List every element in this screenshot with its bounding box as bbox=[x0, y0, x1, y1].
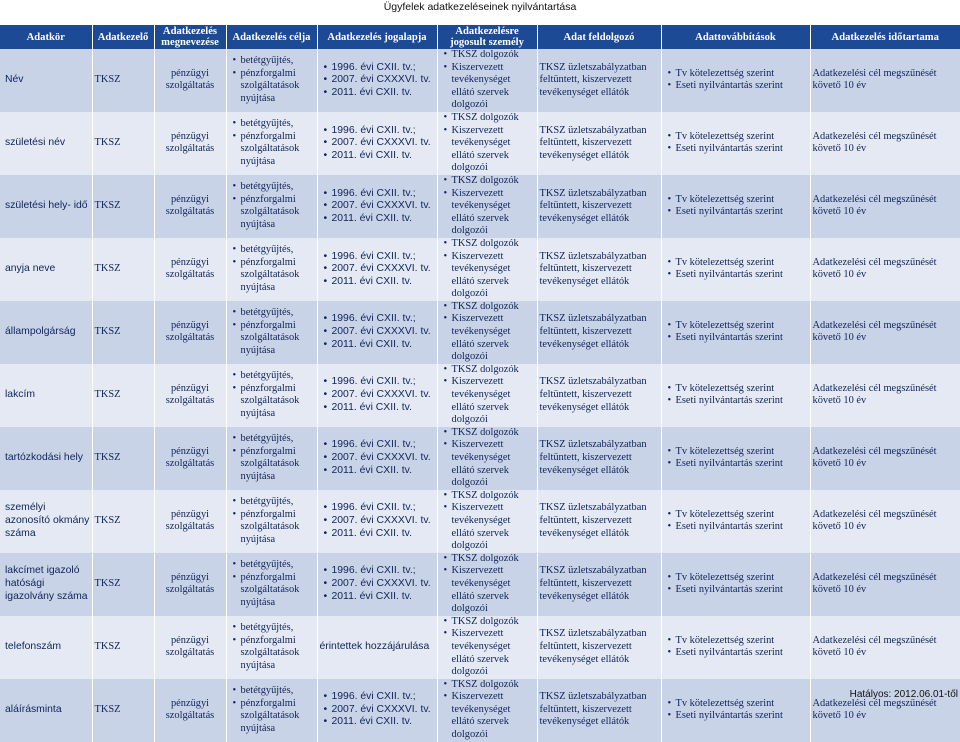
list-item: • pénzforgalmi szolgáltatások nyújtása bbox=[241, 635, 315, 673]
list-item: • Eseti nyilvántartás szerint bbox=[676, 269, 808, 282]
cell-jogosult bbox=[437, 175, 537, 238]
cell-jogosult-list bbox=[440, 238, 535, 301]
cell-megnevezes: pénzügyi szolgáltatás bbox=[154, 490, 226, 553]
list-item: • pénzforgalmi szolgáltatások nyújtása bbox=[241, 131, 315, 169]
list-item: • TKSZ dolgozók bbox=[452, 490, 535, 503]
cell-jogalapja-list bbox=[320, 251, 435, 289]
cell-megnevezes: pénzügyi szolgáltatás bbox=[154, 238, 226, 301]
cell-adatkor: Név bbox=[0, 49, 92, 112]
cell-tovabbitasok bbox=[661, 490, 810, 553]
list-item: • Tv kötelezettség szerint bbox=[676, 383, 808, 396]
list-item: • Tv kötelezettség szerint bbox=[676, 572, 808, 585]
cell-celja bbox=[226, 238, 317, 301]
cell-celja-list bbox=[229, 118, 315, 168]
cell-celja-list bbox=[229, 433, 315, 483]
list-item: • Tv kötelezettség szerint bbox=[676, 446, 808, 459]
page-title: Ügyfelek adatkezeléseinek nyilvántartása bbox=[383, 1, 577, 13]
list-item: • pénzforgalmi szolgáltatások nyújtása bbox=[241, 509, 315, 547]
cell-celja-list bbox=[229, 622, 315, 672]
cell-celja-list bbox=[229, 307, 315, 357]
table-row bbox=[0, 49, 960, 112]
cell-tovabbitasok-list bbox=[664, 131, 808, 156]
cell-jogosult bbox=[437, 301, 537, 364]
cell-feldolgozo: TKSZ üzletszabályzatban feltüntett, kiszervezett tevékenységet ellátók bbox=[537, 238, 661, 301]
cell-jogalapja-list bbox=[320, 125, 435, 163]
cell-adatkor: születési hely- idő bbox=[0, 175, 92, 238]
header-idotartama: Adatkezelés időtartama bbox=[810, 25, 960, 49]
cell-celja-list bbox=[229, 496, 315, 546]
cell-jogosult bbox=[437, 490, 537, 553]
list-item: • Tv kötelezettség szerint bbox=[676, 509, 808, 522]
list-item: • TKSZ dolgozók bbox=[452, 49, 535, 62]
cell-jogosult bbox=[437, 364, 537, 427]
cell-tovabbitasok-list bbox=[664, 635, 808, 660]
cell-tovabbitasok bbox=[661, 112, 810, 175]
list-item: • Tv kötelezettség szerint bbox=[676, 131, 808, 144]
cell-megnevezes: pénzügyi szolgáltatás bbox=[154, 553, 226, 616]
cell-adatkor: születési név bbox=[0, 112, 92, 175]
cell-feldolgozo: TKSZ üzletszabályzatban feltüntett, kiszervezett tevékenységet ellátók bbox=[537, 175, 661, 238]
list-item: • Tv kötelezettség szerint bbox=[676, 320, 808, 333]
list-item: • Kiszervezett tevékenységet ellátó szervek dolgozói bbox=[452, 188, 535, 238]
table-row bbox=[0, 175, 960, 238]
cell-adatkezelo: TKSZ bbox=[92, 49, 154, 112]
list-item: • pénzforgalmi szolgáltatások nyújtása bbox=[241, 383, 315, 421]
cell-jogalapja: érintettek hozzájárulása bbox=[317, 616, 437, 679]
list-item: • TKSZ dolgozók bbox=[452, 553, 535, 566]
cell-megnevezes: pénzügyi szolgáltatás bbox=[154, 616, 226, 679]
list-item: • 2011. évi CXII. tv. bbox=[332, 87, 435, 100]
list-item: • Eseti nyilvántartás szerint bbox=[676, 521, 808, 534]
cell-jogosult-list bbox=[440, 364, 535, 427]
table-row bbox=[0, 238, 960, 301]
cell-celja bbox=[226, 427, 317, 490]
cell-tovabbitasok bbox=[661, 616, 810, 679]
list-item: • TKSZ dolgozók bbox=[452, 238, 535, 251]
cell-jogalapja-list bbox=[320, 313, 435, 351]
cell-jogalapja-list bbox=[320, 439, 435, 477]
list-item: • Kiszervezett tevékenységet ellátó szervek dolgozói bbox=[452, 376, 535, 426]
list-item: • 1996. évi CXII. tv.; bbox=[332, 439, 435, 452]
list-item: • TKSZ dolgozók bbox=[452, 175, 535, 188]
cell-tovabbitasok bbox=[661, 364, 810, 427]
list-item: • pénzforgalmi szolgáltatások nyújtása bbox=[241, 68, 315, 106]
list-item: • betétgyűjtés, bbox=[241, 307, 315, 320]
cell-idotartama: Adatkezelési cél megszűnését követő 10 év bbox=[810, 175, 960, 238]
table-row bbox=[0, 616, 960, 679]
list-item: • Eseti nyilvántartás szerint bbox=[676, 143, 808, 156]
list-item: • TKSZ dolgozók bbox=[452, 364, 535, 377]
cell-adatkor: tartózkodási hely bbox=[0, 427, 92, 490]
cell-celja bbox=[226, 553, 317, 616]
records-table bbox=[0, 25, 960, 742]
list-item: • TKSZ dolgozók bbox=[452, 301, 535, 314]
list-item: • 1996. évi CXII. tv.; bbox=[332, 251, 435, 264]
list-item: • Tv kötelezettség szerint bbox=[676, 257, 808, 270]
cell-celja-list bbox=[229, 370, 315, 420]
list-item: • Eseti nyilvántartás szerint bbox=[676, 710, 808, 723]
cell-megnevezes: pénzügyi szolgáltatás bbox=[154, 679, 226, 742]
list-item: • pénzforgalmi szolgáltatások nyújtása bbox=[241, 257, 315, 295]
list-item: • Eseti nyilvántartás szerint bbox=[676, 458, 808, 471]
list-item: • 2007. évi CXXXVI. tv. bbox=[332, 326, 435, 339]
cell-adatkezelo: TKSZ bbox=[92, 301, 154, 364]
cell-idotartama: Adatkezelési cél megszűnését követő 10 év bbox=[810, 301, 960, 364]
cell-adatkezelo: TKSZ bbox=[92, 112, 154, 175]
header-adatkezelo: Adatkezelő bbox=[92, 25, 154, 49]
cell-jogosult-list bbox=[440, 112, 535, 175]
cell-adatkezelo: TKSZ bbox=[92, 553, 154, 616]
cell-idotartama: Adatkezelési cél megszűnését követő 10 év bbox=[810, 490, 960, 553]
cell-adatkezelo: TKSZ bbox=[92, 238, 154, 301]
cell-tovabbitasok bbox=[661, 49, 810, 112]
cell-adatkezelo: TKSZ bbox=[92, 364, 154, 427]
cell-tovabbitasok bbox=[661, 175, 810, 238]
cell-adatkezelo: TKSZ bbox=[92, 427, 154, 490]
table-row bbox=[0, 490, 960, 553]
list-item: • 2007. évi CXXXVI. tv. bbox=[332, 137, 435, 150]
cell-adatkor: lakcím bbox=[0, 364, 92, 427]
cell-adatkor: személyi azonosító okmány száma bbox=[0, 490, 92, 553]
cell-tovabbitasok bbox=[661, 679, 810, 742]
list-item: • betétgyűjtés, bbox=[241, 55, 315, 68]
list-item: • Kiszervezett tevékenységet ellátó szervek dolgozói bbox=[452, 565, 535, 615]
list-item: • betétgyűjtés, bbox=[241, 244, 315, 257]
cell-idotartama: Adatkezelési cél megszűnését követő 10 év bbox=[810, 364, 960, 427]
cell-jogalapja bbox=[317, 679, 437, 742]
cell-jogosult bbox=[437, 49, 537, 112]
list-item: • Eseti nyilvántartás szerint bbox=[676, 332, 808, 345]
cell-tovabbitasok bbox=[661, 238, 810, 301]
table-row bbox=[0, 679, 960, 742]
cell-celja-list bbox=[229, 55, 315, 105]
list-item: • Kiszervezett tevékenységet ellátó szervek dolgozói bbox=[452, 691, 535, 741]
list-item: • 1996. évi CXII. tv.; bbox=[332, 691, 435, 704]
list-item: • pénzforgalmi szolgáltatások nyújtása bbox=[241, 446, 315, 484]
cell-feldolgozo: TKSZ üzletszabályzatban feltüntett, kiszervezett tevékenységet ellátók bbox=[537, 49, 661, 112]
list-item: • 2007. évi CXXXVI. tv. bbox=[332, 389, 435, 402]
cell-adatkor: aláírásminta bbox=[0, 679, 92, 742]
cell-celja bbox=[226, 616, 317, 679]
cell-jogalapja-list bbox=[320, 502, 435, 540]
list-item: • betétgyűjtés, bbox=[241, 496, 315, 509]
table-body bbox=[0, 49, 960, 742]
table-row bbox=[0, 364, 960, 427]
validity-footer: Hatályos: 2012.06.01-től bbox=[849, 689, 958, 700]
cell-celja-list bbox=[229, 685, 315, 735]
cell-celja bbox=[226, 112, 317, 175]
cell-megnevezes: pénzügyi szolgáltatás bbox=[154, 364, 226, 427]
cell-feldolgozo: TKSZ üzletszabályzatban feltüntett, kiszervezett tevékenységet ellátók bbox=[537, 301, 661, 364]
list-item: • 2007. évi CXXXVI. tv. bbox=[332, 578, 435, 591]
cell-adatkezelo: TKSZ bbox=[92, 175, 154, 238]
cell-celja bbox=[226, 175, 317, 238]
cell-idotartama: Adatkezelési cél megszűnését követő 10 év bbox=[810, 112, 960, 175]
cell-tovabbitasok bbox=[661, 553, 810, 616]
list-item: • Kiszervezett tevékenységet ellátó szervek dolgozói bbox=[452, 251, 535, 301]
cell-idotartama: Adatkezelési cél megszűnését követő 10 év bbox=[810, 553, 960, 616]
cell-celja bbox=[226, 679, 317, 742]
cell-tovabbitasok-list bbox=[664, 446, 808, 471]
header-adatkor: Adatkör bbox=[0, 25, 92, 49]
list-item: • pénzforgalmi szolgáltatások nyújtása bbox=[241, 572, 315, 610]
cell-tovabbitasok-list bbox=[664, 68, 808, 93]
cell-adatkor: lakcímet igazoló hatósági igazolvány száma bbox=[0, 553, 92, 616]
list-item: • Eseti nyilvántartás szerint bbox=[676, 395, 808, 408]
cell-jogosult bbox=[437, 238, 537, 301]
list-item: • TKSZ dolgozók bbox=[452, 616, 535, 629]
cell-feldolgozo: TKSZ üzletszabályzatban feltüntett, kiszervezett tevékenységet ellátók bbox=[537, 616, 661, 679]
list-item: • Tv kötelezettség szerint bbox=[676, 698, 808, 711]
cell-adatkor: állampolgárság bbox=[0, 301, 92, 364]
table-row bbox=[0, 553, 960, 616]
cell-celja-list bbox=[229, 244, 315, 294]
list-item: • 2011. évi CXII. tv. bbox=[332, 465, 435, 478]
cell-jogosult bbox=[437, 427, 537, 490]
cell-jogalapja bbox=[317, 364, 437, 427]
header-jogalapja: Adatkezelés jogalapja bbox=[317, 25, 437, 49]
cell-jogosult-list bbox=[440, 301, 535, 364]
list-item: • betétgyűjtés, bbox=[241, 559, 315, 572]
list-item: • betétgyűjtés, bbox=[241, 118, 315, 131]
header-celja: Adatkezelés célja bbox=[226, 25, 317, 49]
list-item: • betétgyűjtés, bbox=[241, 370, 315, 383]
list-item: • 1996. évi CXII. tv.; bbox=[332, 62, 435, 75]
cell-jogalapja bbox=[317, 175, 437, 238]
table-row bbox=[0, 301, 960, 364]
cell-adatkezelo: TKSZ bbox=[92, 490, 154, 553]
table-row bbox=[0, 112, 960, 175]
list-item: • Eseti nyilvántartás szerint bbox=[676, 647, 808, 660]
cell-jogalapja bbox=[317, 553, 437, 616]
list-item: • Kiszervezett tevékenységet ellátó szervek dolgozói bbox=[452, 628, 535, 678]
list-item: • Tv kötelezettség szerint bbox=[676, 635, 808, 648]
cell-jogalapja-list bbox=[320, 62, 435, 100]
cell-jogalapja bbox=[317, 112, 437, 175]
cell-tovabbitasok-list bbox=[664, 194, 808, 219]
cell-feldolgozo: TKSZ üzletszabályzatban feltüntett, kiszervezett tevékenységet ellátók bbox=[537, 364, 661, 427]
list-item: • betétgyűjtés, bbox=[241, 622, 315, 635]
cell-jogosult-list bbox=[440, 616, 535, 679]
cell-adatkezelo: TKSZ bbox=[92, 679, 154, 742]
cell-jogosult-list bbox=[440, 553, 535, 616]
list-item: • betétgyűjtés, bbox=[241, 181, 315, 194]
cell-megnevezes: pénzügyi szolgáltatás bbox=[154, 301, 226, 364]
cell-celja-list bbox=[229, 559, 315, 609]
cell-jogalapja bbox=[317, 49, 437, 112]
list-item: • 2011. évi CXII. tv. bbox=[332, 591, 435, 604]
cell-feldolgozo: TKSZ üzletszabályzatban feltüntett, kiszervezett tevékenységet ellátók bbox=[537, 553, 661, 616]
list-item: • pénzforgalmi szolgáltatások nyújtása bbox=[241, 194, 315, 232]
list-item: • 2007. évi CXXXVI. tv. bbox=[332, 200, 435, 213]
list-item: • 2007. évi CXXXVI. tv. bbox=[332, 704, 435, 717]
cell-jogalapja bbox=[317, 490, 437, 553]
cell-celja bbox=[226, 301, 317, 364]
list-item: • 2011. évi CXII. tv. bbox=[332, 213, 435, 226]
list-item: • Tv kötelezettség szerint bbox=[676, 194, 808, 207]
list-item: • Kiszervezett tevékenységet ellátó szervek dolgozói bbox=[452, 125, 535, 175]
cell-jogosult-list bbox=[440, 49, 535, 112]
table-row bbox=[0, 427, 960, 490]
header-jogosult: Adatkezelésre jogosult személy bbox=[437, 25, 537, 49]
cell-jogalapja bbox=[317, 238, 437, 301]
list-item: • TKSZ dolgozók bbox=[452, 679, 535, 692]
list-item: • Tv kötelezettség szerint bbox=[676, 68, 808, 81]
list-item: • 1996. évi CXII. tv.; bbox=[332, 188, 435, 201]
cell-celja bbox=[226, 364, 317, 427]
cell-celja bbox=[226, 490, 317, 553]
list-item: • betétgyűjtés, bbox=[241, 433, 315, 446]
cell-tovabbitasok-list bbox=[664, 698, 808, 723]
cell-jogosult bbox=[437, 679, 537, 742]
cell-megnevezes: pénzügyi szolgáltatás bbox=[154, 49, 226, 112]
list-item: • 2007. évi CXXXVI. tv. bbox=[332, 263, 435, 276]
header-feldolgozo: Adat feldolgozó bbox=[537, 25, 661, 49]
cell-jogalapja-list bbox=[320, 188, 435, 226]
cell-jogalapja bbox=[317, 427, 437, 490]
cell-tovabbitasok-list bbox=[664, 383, 808, 408]
cell-tovabbitasok bbox=[661, 301, 810, 364]
list-item: • 1996. évi CXII. tv.; bbox=[332, 502, 435, 515]
cell-jogosult-list bbox=[440, 427, 535, 490]
list-item: • 1996. évi CXII. tv.; bbox=[332, 313, 435, 326]
cell-jogalapja bbox=[317, 301, 437, 364]
cell-jogalapja-list bbox=[320, 565, 435, 603]
cell-adatkezelo: TKSZ bbox=[92, 616, 154, 679]
cell-jogosult-list bbox=[440, 175, 535, 238]
cell-celja-list bbox=[229, 181, 315, 231]
cell-idotartama: Adatkezelési cél megszűnését követő 10 év bbox=[810, 427, 960, 490]
cell-idotartama: Adatkezelési cél megszűnését követő 10 év bbox=[810, 616, 960, 679]
cell-feldolgozo: TKSZ üzletszabályzatban feltüntett, kiszervezett tevékenységet ellátók bbox=[537, 679, 661, 742]
cell-jogalapja-list bbox=[320, 376, 435, 414]
header-megnevezes: Adatkezelés megnevezése bbox=[154, 25, 226, 49]
table-header-row bbox=[0, 25, 960, 49]
list-item: • Eseti nyilvántartás szerint bbox=[676, 80, 808, 93]
header-tovabbitasok: Adattovábbítások bbox=[661, 25, 810, 49]
cell-feldolgozo: TKSZ üzletszabályzatban feltüntett, kiszervezett tevékenységet ellátók bbox=[537, 427, 661, 490]
list-item: • 2011. évi CXII. tv. bbox=[332, 150, 435, 163]
cell-feldolgozo: TKSZ üzletszabályzatban feltüntett, kiszervezett tevékenységet ellátók bbox=[537, 490, 661, 553]
list-item: • Kiszervezett tevékenységet ellátó szervek dolgozói bbox=[452, 313, 535, 363]
cell-tovabbitasok bbox=[661, 427, 810, 490]
list-item: • Kiszervezett tevékenységet ellátó szervek dolgozói bbox=[452, 62, 535, 112]
list-item: • 1996. évi CXII. tv.; bbox=[332, 565, 435, 578]
cell-adatkor: telefonszám bbox=[0, 616, 92, 679]
list-item: • Kiszervezett tevékenységet ellátó szervek dolgozói bbox=[452, 439, 535, 489]
list-item: • pénzforgalmi szolgáltatások nyújtása bbox=[241, 698, 315, 736]
cell-adatkor: anyja neve bbox=[0, 238, 92, 301]
cell-tovabbitasok-list bbox=[664, 572, 808, 597]
cell-megnevezes: pénzügyi szolgáltatás bbox=[154, 175, 226, 238]
cell-jogalapja-list bbox=[320, 691, 435, 729]
cell-tovabbitasok-list bbox=[664, 257, 808, 282]
cell-tovabbitasok-list bbox=[664, 509, 808, 534]
list-item: • 2011. évi CXII. tv. bbox=[332, 339, 435, 352]
cell-jogosult bbox=[437, 616, 537, 679]
list-item: • Kiszervezett tevékenységet ellátó szervek dolgozói bbox=[452, 502, 535, 552]
list-item: • Eseti nyilvántartás szerint bbox=[676, 584, 808, 597]
list-item: • 2011. évi CXII. tv. bbox=[332, 716, 435, 729]
cell-tovabbitasok-list bbox=[664, 320, 808, 345]
cell-jogosult-list bbox=[440, 679, 535, 742]
cell-idotartama: Adatkezelési cél megszűnését követő 10 év bbox=[810, 49, 960, 112]
list-item: • 2011. évi CXII. tv. bbox=[332, 402, 435, 415]
list-item: • Eseti nyilvántartás szerint bbox=[676, 206, 808, 219]
list-item: • 2007. évi CXXXVI. tv. bbox=[332, 515, 435, 528]
list-item: • 1996. évi CXII. tv.; bbox=[332, 125, 435, 138]
cell-feldolgozo: TKSZ üzletszabályzatban feltüntett, kiszervezett tevékenységet ellátók bbox=[537, 112, 661, 175]
list-item: • TKSZ dolgozók bbox=[452, 112, 535, 125]
list-item: • 2011. évi CXII. tv. bbox=[332, 276, 435, 289]
cell-megnevezes: pénzügyi szolgáltatás bbox=[154, 427, 226, 490]
list-item: • 2011. évi CXII. tv. bbox=[332, 528, 435, 541]
list-item: • 2007. évi CXXXVI. tv. bbox=[332, 74, 435, 87]
list-item: • pénzforgalmi szolgáltatások nyújtása bbox=[241, 320, 315, 358]
cell-jogosult-list bbox=[440, 490, 535, 553]
cell-celja bbox=[226, 49, 317, 112]
list-item: • TKSZ dolgozók bbox=[452, 427, 535, 440]
list-item: • 2007. évi CXXXVI. tv. bbox=[332, 452, 435, 465]
cell-megnevezes: pénzügyi szolgáltatás bbox=[154, 112, 226, 175]
list-item: • betétgyűjtés, bbox=[241, 685, 315, 698]
list-item: • 1996. évi CXII. tv.; bbox=[332, 376, 435, 389]
cell-jogosult bbox=[437, 553, 537, 616]
cell-idotartama: Adatkezelési cél megszűnését követő 10 év bbox=[810, 238, 960, 301]
cell-idotartama: Adatkezelési cél megszűnését követő 10 év bbox=[810, 679, 960, 742]
cell-jogosult bbox=[437, 112, 537, 175]
